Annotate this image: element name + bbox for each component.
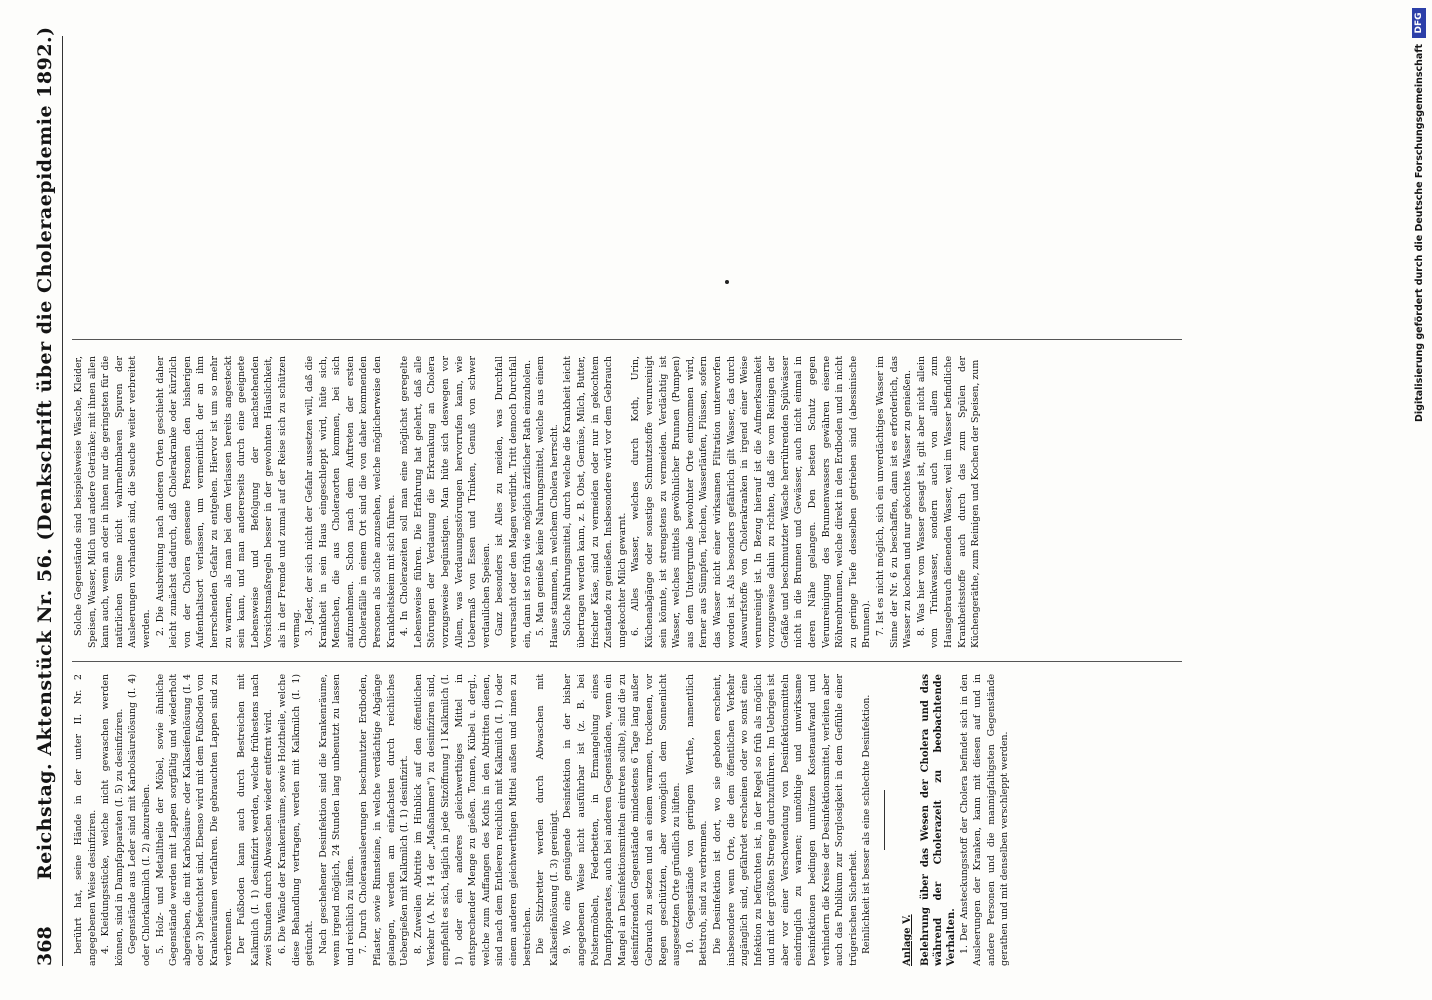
credit-text: Digitalisierung gefördert durch die Deutsche Forschungsgemeinschaft xyxy=(1414,44,1425,422)
paragraph: Die Desinfektion ist dort, wo sie geboten erscheint, insbesondere wenn Orte, die dem öffentlichen Verkehr zugänglich sind, gefährdet erscheinen oder wo sonst eine Infektion zu befürchten ist, in der Regel so früh als möglich und mit der größten Strenge durchzuführen. Im Uebrigen ist aber vor einer Verschwendung von Desinfektionsmitteln eindringlich zu warnen; unnöthige und unwirksame Desinfektionen bedingen unnützen Kostenaufwand und verhindern die Kreise der Desinfektionsmittel, verleiten aber auch das Publikum zur Sorglosigkeit in dem Gefühle einer trügerischen Sicherheit. xyxy=(711,674,859,966)
paragraph: Solche Gegenstände sind beispielsweise Wäsche, Kleider, Speisen, Wasser, Milch und andere Getränke; mit ihnen allen kann auch, wenn an oder in ihnen nur die geringsten für die natürlichen Sinne nicht wahrnehmbaren Spuren der Ausleerungen vorhanden sind, die Seuche weiter verbreitet werden. xyxy=(73,356,152,648)
paragraph: Die Sitzbretter werden durch Abwaschen mit Kalkseifenlösung (I. 3) gereinigt. xyxy=(535,674,560,966)
paragraph: Reinlichkeit ist besser als eine schlechte Desinfektion. xyxy=(861,694,873,954)
paragraph: 2. Die Ausbreitung nach anderen Orten geschieht daher leicht zunächst dadurch, daß Cholerakranke oder kürzlich von der Cholera genesene Personen den bisherigen Aufenthaltsort verlassen, um vermeintlich der an ihm herrschenden Gefahr zu entgehen. Hiervor ist um so mehr zu warnen, als man bei dem Verlassen bereits angesteckt sein kann, und man andererseits durch eine geeignete Lebensweise und Befolgung der nachstehenden Vorsichtsmaßregeln besser in der gewohnten Häuslichkeit, als in der Fremde und zumal auf der Reise sich zu schützen vermag. xyxy=(154,356,302,648)
print-speck xyxy=(725,280,729,284)
section-separator xyxy=(884,790,885,850)
paragraph: 5. Man genieße keine Nahrungsmittel, welche aus einem Hause stammen, in welchem Cholera herrscht. xyxy=(535,356,560,648)
text-column-middle xyxy=(72,356,1182,648)
paragraph: Ganz besonders ist Alles zu meiden, was Durchfall verursacht oder den Magen verdirbt. Tritt dennoch Durchfall ein, dann ist so früh wie möglich ärztlicher Rath einzuholen. xyxy=(494,356,533,648)
paragraph: 10. Gegenstände von geringem Werthe, namentlich Bettstroh, sind zu verbrennen. xyxy=(684,674,710,966)
paragraph: Nach geschehener Desinfektion sind die Krankenräume, wenn irgend möglich, 24 Stunden lang unbenutzt zu lassen und reichlich zu lüften. xyxy=(317,674,356,966)
paragraph: 6. Alles Wasser, welches durch Koth, Urin, Küchenabgänge oder sonstige Schmutzstoffe verunreinigt sein könnte, ist strengstens zu vermeiden. Verdächtig ist Wasser, welches mittels gewöhnlicher Brunnen (Pumpen) aus dem Untergrunde bewohnter Orte entnommen wird, ferner aus Sümpfen, Teichen, Wasserläufen, Flüssen, sofern das Wasser nicht einer wirksamen Filtration unterworfen worden ist. Als besonders gefährlich gilt Wasser, das durch Auswurfstoffe von Cholerakranken in irgend einer Weise verunreinigt ist. In Bezug hierauf ist die Aufmerksamkeit vorzugsweise dahin zu richten, daß die vom Reinigen der Gefäße und beschmutzter Wäsche herrührenden Spülwässer nicht in die Brunnen und Gewässer, auch nicht einmal in deren Nähe gelangen. Den besten Schutz gegen Verunreinigung des Brunnenwassers gewähren eiserne Röhrenbrunnen, welche direkt in den Erdboden und in nicht zu geringe Tiefe desselben getrieben sind (abessinische Brunnen). xyxy=(630,356,873,648)
paragraph: 1. Der Ansteckungsstoff der Cholera befindet sich in den Ausleerungen der Kranken, kann mit diesen auf und in andere Personen und die mannigfaltigsten Gegenstände gerathen und mit denselben verschleppt werden. xyxy=(958,674,1011,966)
paragraph: Gegenstände aus Leder sind mit Karbolsäurelösung (I. 4) oder Chlorkalkmilch (I. 2) abzureiben. xyxy=(127,674,152,966)
paragraph: berührt hat, seine Hände in der unter II. Nr. 2 angegebenen Weise desinfiziren. xyxy=(73,674,98,966)
text-column-right xyxy=(72,36,1182,328)
text-column-left xyxy=(72,674,1011,966)
paragraph: Der Fußboden kann auch durch Bestreichen mit Kalkmilch (I. 1) desinfizirt werden, welche frühestens nach zwei Stunden durch Abwaschen wieder entfernt wird. xyxy=(236,674,275,966)
appendix-label: Anlage V. xyxy=(902,914,914,966)
column-rule xyxy=(72,661,1182,662)
paragraph: 6. Die Wände der Krankenräume, sowie Holztheile, welche diese Behandlung vertragen, werden mit Kalkmilch (I. 1) getüncht. xyxy=(276,674,316,966)
paragraph: 4. Kleidungsstücke, welche nicht gewaschen werden können, sind in Dampfapparaten (I. 5) zu desinfiziren. xyxy=(100,674,125,966)
paragraph: 3. Jeder, der sich nicht der Gefahr aussetzen will, daß die Krankheit in sein Haus eingeschleppt wird, hüte sich, Menschen, die aus Choleraorten kommen, bei sich aufzunehmen. Schon nach dem Auftreten der ersten Cholerafälle in einem Ort sind die von daher kommenden Personen als solche anzusehen, welche möglicherweise den Krankheitskeim mit sich führen. xyxy=(304,356,397,648)
paragraph: 4. In Cholerazeiten soll man eine möglichst geregelte Lebensweise führen. Die Erfahrung hat gelehrt, daß alle Störungen der Verdauung die Erkrankung an Cholera vorzugsweise begünstigen. Man hüte sich deswegen vor Allem, was Verdauungsstörungen hervorrufen kann, wie Uebermaß von Essen und Trinken, Genuß von schwer verdaulichen Speisen. xyxy=(399,356,492,648)
page-header xyxy=(30,26,63,966)
appendix-title: Belehrung über das Wesen der Cholera und das während der Cholerazeit zu beobachtende Verhalten. xyxy=(919,674,957,966)
digitization-credit xyxy=(1410,0,1430,1000)
dfg-logo-icon: DFG xyxy=(1412,8,1426,38)
paragraph: 5. Holz- und Metalltheile der Möbel, sowie ähnliche Gegenstände werden mit Lappen sorgfältig und wiederholt abgerieben, die mit Karbolsäure- oder Kalkseifenlösung (I. 4 oder 3) befeuchtet sind. Ebenso wird mit dem Fußboden von Krankenräumen verfahren. Die gebrauchten Lappen sind zu verbrennen. xyxy=(154,674,234,966)
paragraph: 8. Zuweilen Abtritte im Hinblick auf den öffentlichen Verkehr (A. Nr. 14 der „Maßnahmen“) zu desinfiziren sind, empfiehlt es sich, täglich in jede Sitzöffnung 1 l Kalkmilch (I. 1) oder ein anderes gleichwerthiges Mittel in entsprechender Menge zu gießen. Tonnen, Kübel u. dergl., welche zum Auffangen des Koths in den Abtritten dienen, sind nach dem Entleeren reichlich mit Kalkmilch (I. 1) oder einem anderen gleichwerthigen Mittel außen und innen zu bestreichen. xyxy=(412,674,533,966)
page-number: 368 xyxy=(34,926,56,966)
paragraph: 9. Wo eine genügende Desinfektion in der bisher angegebenen Weise nicht ausführbar ist (z. B. bei Polstermöbeln, Federbetten, in Ermangelung eines Dampfapparates, auch bei anderen Gegenständen, wenn ein Mangel an Desinfektionsmitteln eintreten sollte), sind die zu desinfizirenden Gegenstände mindestens 6 Tage lang außer Gebrauch zu setzen und an einem warmen, trockenen, vor Regen geschützten, aber womöglich dem Sonnenlicht ausgesetzten Orte gründlich zu lüften. xyxy=(562,674,683,966)
paragraph: Solche Nahrungsmittel, durch welche die Krankheit leicht übertragen werden kann, z. B. Obst, Gemüse, Milch, Butter, frischer Käse, sind zu vermeiden oder nur in gekochtem Zustande zu genießen. Insbesondere wird vor dem Gebrauch ungekochter Milch gewarnt. xyxy=(562,356,628,648)
paragraph: 8. Was hier vom Wasser gesagt ist, gilt aber nicht allein vom Trinkwasser, sondern auch von allem zum Hausgebrauch dienenden Wasser, weil im Wasser befindliche Krankheitsstoffe auch durch das zum Spülen der Küchengeräthe, zum Reinigen und Kochen der Speisen, zum xyxy=(915,356,982,648)
column-rule xyxy=(72,339,1182,340)
paragraph: 7. Ist es nicht möglich, sich ein unverdächtiges Wasser im Sinne der Nr. 6 zu beschaffen, dann ist es erforderlich, das Wasser zu kochen und nur gekochtes Wasser zu genießen. xyxy=(875,356,914,648)
paragraph: 7. Durch Choleraausleerungen beschmutzter Erdboden, Pflaster, sowie Rinnsteine, in welche verdächtige Abgänge gelangen, werden am einfachsten durch reichliches Uebergießen mit Kalkmilch (I. 1) desinfizirt. xyxy=(358,674,411,966)
running-title: Reichstag. Aktenstück Nr. 56. (Denkschrift über die Choleraepidemie 1892.) xyxy=(34,26,56,880)
